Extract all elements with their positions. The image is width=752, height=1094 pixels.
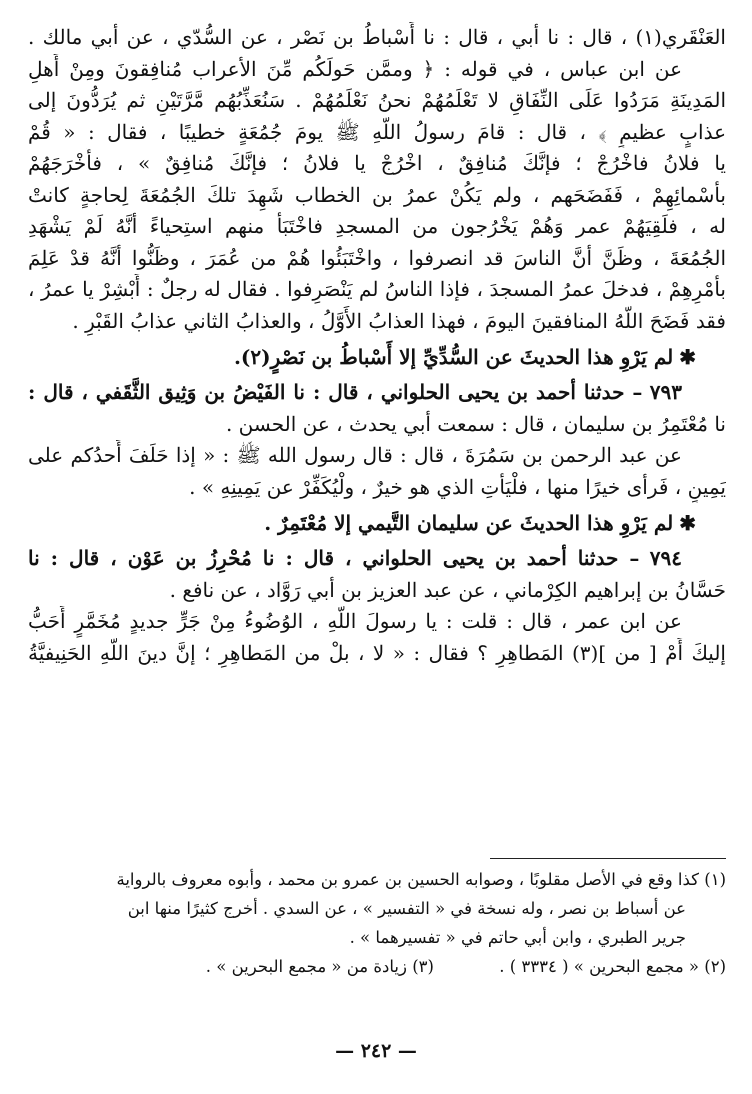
hadith-entry-793: [28, 377, 726, 409]
section-heading: [28, 505, 726, 541]
hadith-entry-794: [28, 543, 726, 575]
hadith-number: ٧٩٤: [649, 546, 682, 570]
text-line: العَنْقَري(١) ، قال : نا أبي ، قال : نا أَسْباطُ بن نَصْر ، عن السُّدّي ، عن أبي مالك .: [28, 25, 726, 49]
page-number: — ٢٤٢ —: [335, 1040, 417, 1062]
text-line: له ، فلَقِيَهُمْ عمر وَهُمْ يَخْرُجون من المسجدِ فاخْتَبَأَ منهم استِحياءً أنَّهُ لَمْ يَشْهَدِ: [28, 214, 726, 238]
footnote-1-cont: عن أسباط بن نصر ، وله نسخة في « التفسير » ، عن السدي . أخرج كثيرًا منها ابن: [127, 899, 686, 918]
footnote-row: [28, 952, 726, 981]
text-line: يَمِينٍ ، فَرأى خيرًا منها ، فلْيَأْتِ الذي هو خيرٌ ، ولْيُكَفِّرْ عن يَمِينِهِ » .: [189, 474, 726, 499]
text-line: بأَمْرِهِمْ ، فدخلَ عمرُ المسجدَ ، فإذا الناسُ لم يَنْصَرِفوا . فقال له رجلٌ : أَبْشِرْ يا عمرُ ،: [28, 277, 726, 301]
hadith-number: ٧٩٣: [649, 380, 683, 404]
heading-text: لم يَرْوِ هذا الحديثَ عن سليمان التَّيمي إلا مُعْتَمِرٌ .: [264, 511, 674, 535]
heading-text: لم يَرْوِ هذا الحديثَ عن السُّدِّيِّ إلا أَسْباطُ بن نَصْرٍ(٢).: [233, 345, 674, 369]
star-icon: ✱: [679, 511, 696, 535]
text-line: بأَسْمائِهِمْ ، فَفَضَحَهم ، ولم يَكُنْ عمرُ بن الخطاب شَهِدَ تلكَ الجُمُعَةَ لِحاجةٍ كانتْ: [28, 182, 726, 207]
text-line: عن ابن عباس ، في قوله : ﴿ وممَّن حَولَكُم مِّنَ الأعراب مُنافِقونَ ومِنْ أَهلِ: [28, 56, 682, 81]
text-line: المَدِينَةِ مَرَدُوا عَلَى النِّفَاقِ لا تَعْلَمُهُمْ نحنُ نَعْلَمُهُمْ . سَنُعَذِّبُهُم مَّرَّتَيْنِ ثم يُرَدُّونَ إلى: [28, 88, 726, 112]
star-icon: ✱: [679, 345, 696, 369]
footnote-2: (٢) « مجمع البحرين » ( ٣٣٣٤ ) .: [499, 957, 726, 976]
text-line: يا فلانُ فاخْرُجْ ؛ فإنَّكَ مُنافِقٌ ، اخْرُجْ يا فلانُ ؛ فإنَّكَ مُنافِقٌ » ، فأَخْرَجَهُمْ: [28, 151, 726, 175]
hadith-chain: – حدثنا أحمد بن يحيى الحلواني ، قال : نا الفَيْضُ بن وَثِيق الثَّقَفي ، قال :: [28, 380, 643, 404]
footnote-1-cont: جرير الطبري ، وابن أبي حاتم في « تفسيرهما » .: [349, 928, 686, 947]
footnote-3: (٣) زيادة من « مجمع البحرين » .: [205, 957, 434, 976]
text-line: عذابٍ عظيمٍ ﴾ ، قال : قامَ رسولُ اللّهِ ﷺ يومَ جُمُعَةٍ خطيبًا ، فقال : « قُمْ: [28, 119, 726, 144]
text-line: إليكَ أَمْ [ من ](٣) المَطاهِرِ ؟ فقال : « لا ، بلْ من المَطاهِرِ ؛ إنَّ دينَ اللّهِ الحَنِيفيَّةُ: [28, 640, 726, 665]
footnote-divider: [490, 858, 726, 859]
text-line: عن عبد الرحمن بن سَمُرَةَ ، قال : قال رسول الله ﷺ : « إذا حَلَفَ أَحدُكم على: [28, 443, 682, 467]
section-heading: [28, 339, 726, 375]
text-line: فقد فَضَحَ اللّهُ المنافقينَ اليومَ ، فهذا العذابُ الأَوَّلُ ، والعذابُ الثاني عذابُ القَبْرِ .: [72, 308, 726, 333]
text-line: حَسَّانُ بن إبراهيم الكِرْماني ، عن عبد العزيز بن أبي رَوَّاد ، عن نافع .: [169, 577, 726, 602]
footnote-1: (١) كذا وقع في الأصل مقلوبًا ، وصوابه الحسين بن عمرو بن محمد ، وأبوه معروف بالرواية: [116, 870, 726, 889]
hadith-chain: – حدثنا أحمد بن يحيى الحلواني ، قال : نا مُحْرِزُ بن عَوْن ، قال : نا: [28, 546, 640, 570]
text-line: عن ابن عمر ، قال : قلت : يا رسولَ اللّهِ ، الوُضُوءُ مِنْ جَرٍّ جديدٍ مُخَمَّرٍ أَحَبُّ: [28, 609, 682, 633]
text-line: نا مُعْتَمِرُ بن سليمان ، قال : سمعت أبي يحدث ، عن الحسن .: [225, 411, 726, 436]
text-line: الجُمُعَةَ ، وظَنَّ أنَّ الناسَ قد انصرفوا ، واخْتَبَئُوا هُمْ من عُمَرَ ، وظَنُّوا أنَّهُ قدْ عَلِمَ: [28, 245, 726, 270]
footnotes: [28, 858, 726, 981]
